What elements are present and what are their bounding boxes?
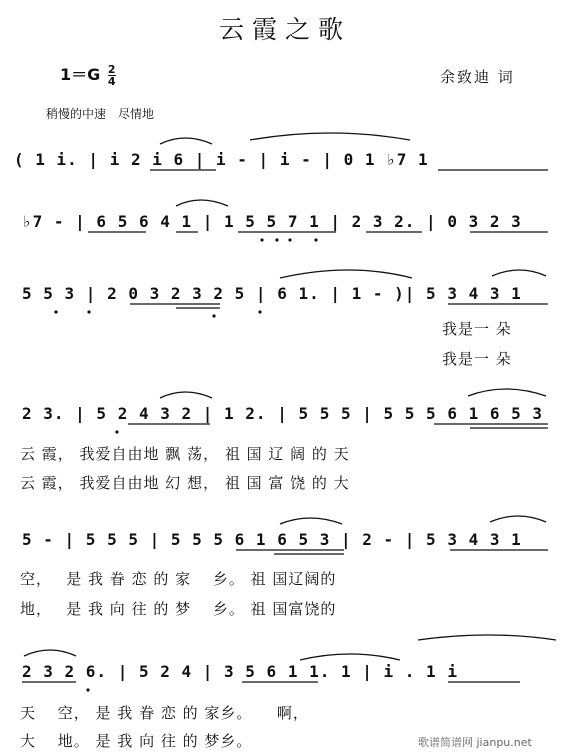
slur-mark xyxy=(490,516,546,522)
octave-dot xyxy=(258,310,261,313)
system-1-notes: ( 1 i. | i 2 i 6 | i - | i - | 0 1 ♭7 1 xyxy=(14,150,429,169)
lyricist-credit: 余致迪 词 xyxy=(440,68,515,86)
slur-mark xyxy=(160,392,212,398)
system-4-notes: 2 3. | 5 2 4 3 2 | 1 2. | 5 5 5 | 5 5 5 6 1 6 5 3 xyxy=(22,404,544,423)
octave-dot xyxy=(86,688,89,691)
slur-mark xyxy=(280,270,412,278)
system-2-notes: ♭7 - | 6 5 6 4 1 | 1 5 5 7 1 | 2 3 2. | 0 3 2 3 xyxy=(22,212,522,231)
system-5-lyric-2: 地， 是 我 向 往 的 梦 乡。 祖 国富饶的 xyxy=(20,600,337,618)
key-label: 1＝G xyxy=(60,65,101,84)
system-3-lyric-2: 我是一 朵 xyxy=(442,350,512,368)
tempo-marking: 稍慢的中速 尽情地 xyxy=(46,107,155,121)
system-4-lyric-1: 云 霞， 我爱自由地 飘 荡， 祖 国 辽 阔 的 天 xyxy=(20,445,350,463)
octave-dot xyxy=(314,238,317,241)
octave-dot xyxy=(115,430,118,433)
song-title: 云霞之歌 xyxy=(218,15,351,44)
slur-mark xyxy=(160,138,212,144)
octave-dot xyxy=(54,310,57,313)
octave-dot xyxy=(260,238,263,241)
slur-mark xyxy=(418,635,556,640)
system-3-notes: 5 5 3 | 2 0 3 2 3 2 5 | 6 1. | 1 - )| 5 3 4 3 1 xyxy=(22,284,522,303)
slur-mark xyxy=(250,133,410,140)
slur-mark xyxy=(24,650,76,656)
octave-dot xyxy=(288,238,291,241)
system-6-lyric-1: 天 空， 是 我 眷 恋 的 家乡。 啊， xyxy=(20,704,309,722)
system-6-notes: 2 3 2 6. | 5 2 4 | 3 5 6 1 1. 1 | i . 1 i xyxy=(22,662,458,681)
octave-dot xyxy=(87,310,90,313)
slur-mark xyxy=(280,518,342,524)
octave-dot xyxy=(275,238,278,241)
system-3-lyric-1: 我是一 朵 xyxy=(442,320,512,338)
system-4-lyric-2: 云 霞， 我爱自由地 幻 想， 祖 国 富 饶 的 大 xyxy=(20,474,350,492)
system-5-notes: 5 - | 5 5 5 | 5 5 5 6 1 6 5 3 | 2 - | 5 3 4 3 1 xyxy=(22,530,522,549)
slur-mark xyxy=(300,654,400,660)
slur-mark xyxy=(468,389,546,396)
slur-mark xyxy=(492,270,546,276)
time-denominator: 4 xyxy=(107,75,116,88)
system-6-lyric-2: 大 地。 是 我 向 往 的 梦乡。 xyxy=(20,732,253,750)
slur-mark xyxy=(176,200,228,206)
system-5-lyric-1: 空， 是 我 眷 恋 的 家 乡。 祖 国辽阔的 xyxy=(20,570,337,588)
time-numerator: 2 xyxy=(107,63,116,76)
site-watermark: 歌谱简谱网 jianpu.net xyxy=(418,736,532,749)
octave-dot xyxy=(212,314,215,317)
